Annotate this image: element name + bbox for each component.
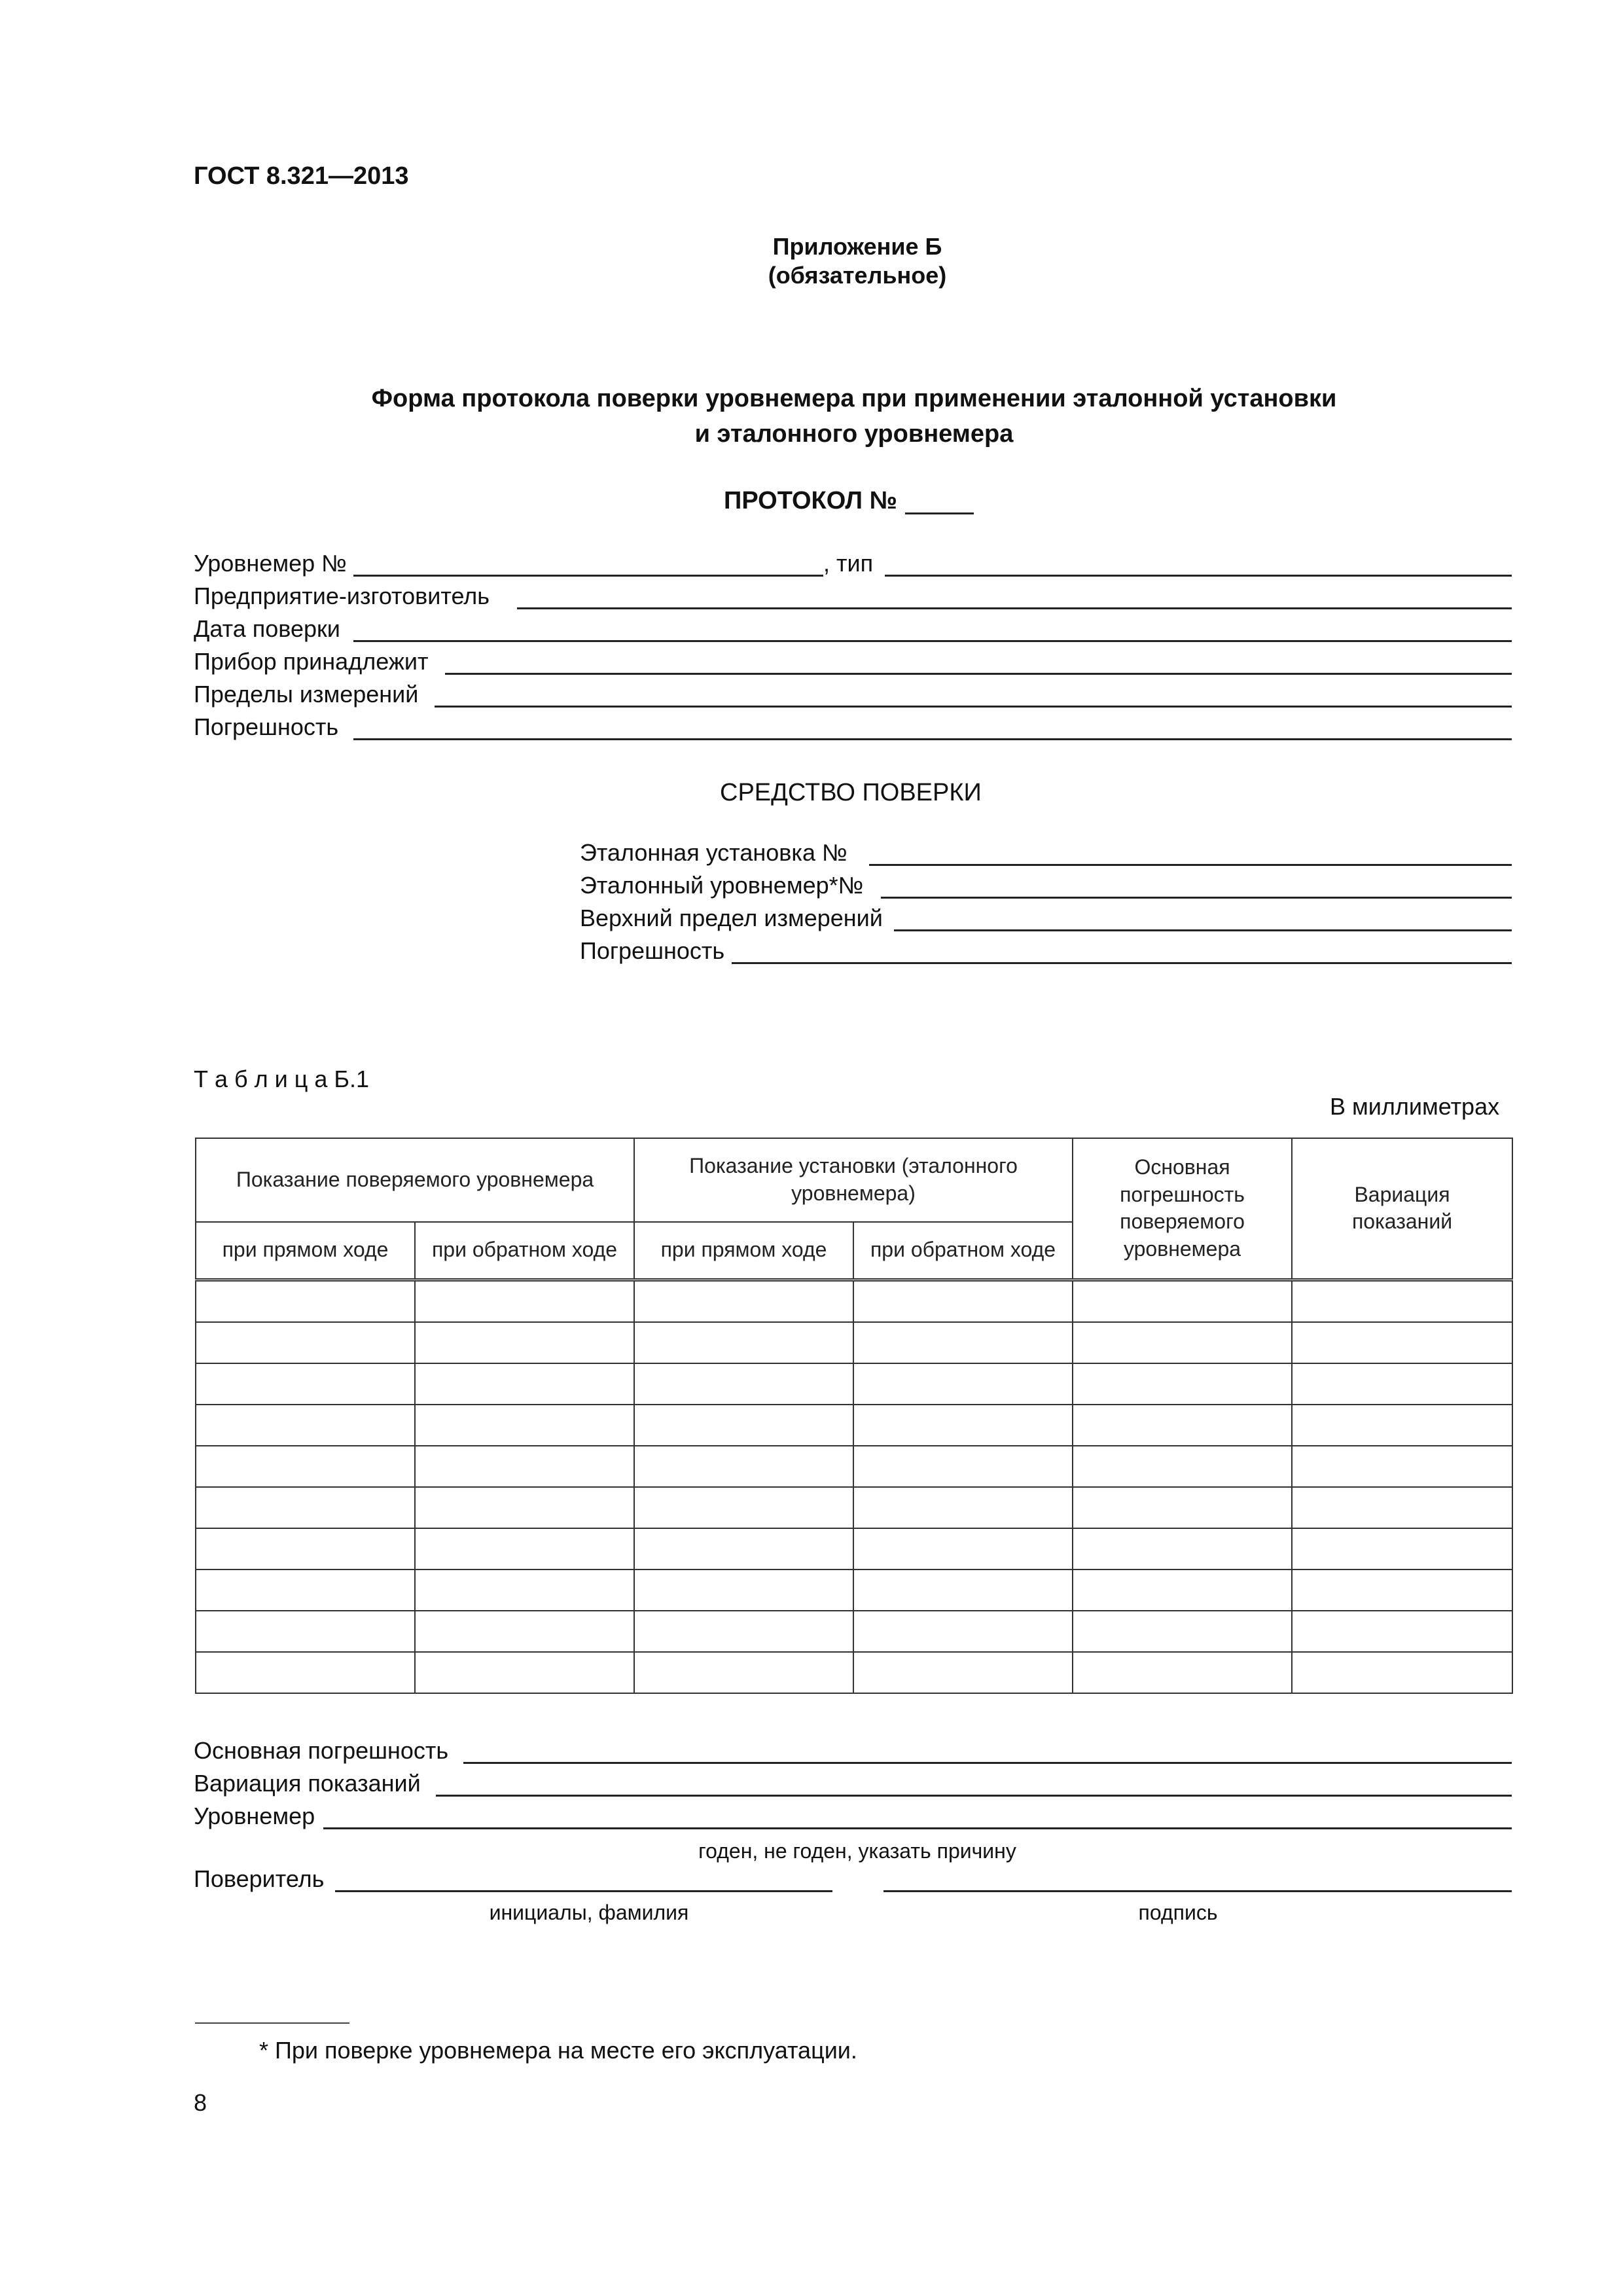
table-cell[interactable] xyxy=(634,1570,853,1611)
gauge-number-label: Уровнемер № xyxy=(194,550,347,577)
manufacturer-label: Предприятие-изготовитель xyxy=(194,583,490,609)
table-cell[interactable] xyxy=(196,1570,415,1611)
table-cell[interactable] xyxy=(1292,1652,1512,1693)
basic-error-label: Основная погрешность xyxy=(194,1737,449,1764)
table-cell[interactable] xyxy=(196,1280,415,1322)
table-cell[interactable] xyxy=(1073,1570,1292,1611)
table-cell[interactable] xyxy=(1073,1487,1292,1528)
header-basic-error: Основная погрешность поверяемого уровнемера xyxy=(1073,1138,1292,1280)
table-cell[interactable] xyxy=(196,1652,415,1693)
table-cell[interactable] xyxy=(634,1363,853,1405)
table-cell[interactable] xyxy=(853,1487,1073,1528)
table-caption: Т а б л и ц а Б.1 xyxy=(194,1066,370,1092)
table-row xyxy=(196,1446,1512,1487)
table-row xyxy=(196,1363,1512,1405)
gauge-verdict-hint: годен, не годен, указать причину xyxy=(698,1839,1016,1863)
table-cell[interactable] xyxy=(1292,1528,1512,1570)
document-code: ГОСТ 8.321—2013 xyxy=(194,162,409,190)
form-title-line2: и эталонного уровнемера xyxy=(694,420,1014,448)
protocol-label: ПРОТОКОЛ № xyxy=(724,487,897,514)
table-cell[interactable] xyxy=(1073,1652,1292,1693)
error-label: Погрешность xyxy=(194,713,339,740)
table-cell[interactable] xyxy=(853,1570,1073,1611)
table-cell[interactable] xyxy=(196,1405,415,1446)
signature-hint: подпись xyxy=(1138,1901,1218,1924)
table-cell[interactable] xyxy=(196,1363,415,1405)
footnote: * При поверке уровнемера на месте его эксплуатации. xyxy=(259,2037,857,2064)
variation-label: Вариация показаний xyxy=(194,1770,421,1797)
table-cell[interactable] xyxy=(1292,1280,1512,1322)
subheader-forward: при прямом ходе xyxy=(634,1222,853,1280)
protocol-heading xyxy=(724,487,897,515)
header-setup-reading: Показание установки (эталонного уровнемера) xyxy=(634,1138,1073,1222)
header-gauge-reading: Показание поверяемого уровнемера xyxy=(196,1138,634,1222)
table-cell[interactable] xyxy=(1073,1322,1292,1363)
table-cell[interactable] xyxy=(196,1322,415,1363)
appendix-subtitle: (обязательное) xyxy=(768,262,947,289)
table-cell[interactable] xyxy=(634,1405,853,1446)
subheader-reverse: при обратном ходе xyxy=(415,1222,634,1280)
subheader-reverse: при обратном ходе xyxy=(853,1222,1073,1280)
table-cell[interactable] xyxy=(634,1487,853,1528)
means-error-label: Погрешность xyxy=(580,937,725,964)
owner-line[interactable] xyxy=(445,673,1512,675)
date-line[interactable] xyxy=(353,640,1512,642)
means-error-line[interactable] xyxy=(732,962,1512,964)
table-cell[interactable] xyxy=(634,1322,853,1363)
owner-label: Прибор принадлежит xyxy=(194,648,429,675)
form-title-line1: Форма протокола поверки уровнемера при применении эталонной установки xyxy=(371,385,1337,412)
table-cell[interactable] xyxy=(1073,1363,1292,1405)
table-cell[interactable] xyxy=(196,1487,415,1528)
subheader-forward: при прямом ходе xyxy=(196,1222,415,1280)
table-cell[interactable] xyxy=(634,1528,853,1570)
table-cell[interactable] xyxy=(634,1611,853,1652)
type-line[interactable] xyxy=(885,575,1512,577)
date-label: Дата поверки xyxy=(194,615,340,642)
table-cell[interactable] xyxy=(415,1280,634,1322)
table-cell[interactable] xyxy=(853,1528,1073,1570)
appendix-title: Приложение Б xyxy=(772,233,942,260)
table-cell[interactable] xyxy=(853,1405,1073,1446)
verifier-signature-line[interactable] xyxy=(883,1890,1512,1892)
error-line[interactable] xyxy=(353,738,1512,740)
standard-setup-label: Эталонная установка № xyxy=(580,839,847,866)
table-cell[interactable] xyxy=(415,1652,634,1693)
table-cell[interactable] xyxy=(1073,1611,1292,1652)
header-variation: Вариация показаний xyxy=(1292,1138,1512,1280)
table-cell[interactable] xyxy=(853,1652,1073,1693)
table-cell[interactable] xyxy=(196,1528,415,1570)
table-cell[interactable] xyxy=(1073,1280,1292,1322)
table-cell[interactable] xyxy=(1292,1611,1512,1652)
verification-table xyxy=(195,1138,1513,1694)
means-heading: СРЕДСТВО ПОВЕРКИ xyxy=(720,779,982,806)
upper-limit-label: Верхний предел измерений xyxy=(580,905,883,931)
basic-error-line[interactable] xyxy=(463,1762,1512,1764)
table-cell[interactable] xyxy=(415,1570,634,1611)
table-cell[interactable] xyxy=(1073,1446,1292,1487)
table-cell[interactable] xyxy=(1292,1570,1512,1611)
gauge-verdict-line[interactable] xyxy=(323,1827,1512,1829)
table-cell[interactable] xyxy=(196,1611,415,1652)
standard-gauge-label: Эталонный уровнемер*№ xyxy=(580,872,864,899)
table-cell[interactable] xyxy=(634,1280,853,1322)
table-cell[interactable] xyxy=(415,1611,634,1652)
table-row xyxy=(196,1322,1512,1363)
table-cell[interactable] xyxy=(853,1611,1073,1652)
table-cell[interactable] xyxy=(1292,1322,1512,1363)
range-label: Пределы измерений xyxy=(194,681,419,708)
table-cell[interactable] xyxy=(1073,1405,1292,1446)
table-cell[interactable] xyxy=(853,1322,1073,1363)
table-row xyxy=(196,1280,1512,1322)
gauge-verdict-label: Уровнемер xyxy=(194,1803,315,1829)
protocol-number-line[interactable] xyxy=(905,512,974,514)
table-cell[interactable] xyxy=(415,1405,634,1446)
table-cell[interactable] xyxy=(196,1446,415,1487)
upper-limit-line[interactable] xyxy=(894,929,1512,931)
table-cell[interactable] xyxy=(634,1446,853,1487)
standard-gauge-line[interactable] xyxy=(881,897,1512,899)
table-row xyxy=(196,1528,1512,1570)
table-cell[interactable] xyxy=(415,1528,634,1570)
manufacturer-line[interactable] xyxy=(517,607,1512,609)
table-cell[interactable] xyxy=(415,1487,634,1528)
table-row xyxy=(196,1487,1512,1528)
table-cell[interactable] xyxy=(634,1652,853,1693)
verifier-name-line[interactable] xyxy=(335,1890,832,1892)
table-units: В миллиметрах xyxy=(1330,1093,1500,1120)
table-cell[interactable] xyxy=(853,1280,1073,1322)
initials-hint: инициалы, фамилия xyxy=(489,1901,689,1924)
table-row xyxy=(196,1611,1512,1652)
verifier-label: Поверитель xyxy=(194,1865,325,1892)
table-cell[interactable] xyxy=(1073,1528,1292,1570)
table-cell[interactable] xyxy=(415,1446,634,1487)
table-cell[interactable] xyxy=(853,1446,1073,1487)
table-row xyxy=(196,1652,1512,1693)
table-cell[interactable] xyxy=(1292,1405,1512,1446)
type-label: , тип xyxy=(823,550,874,577)
table-row xyxy=(196,1405,1512,1446)
range-line[interactable] xyxy=(435,706,1512,708)
table-cell[interactable] xyxy=(1292,1446,1512,1487)
table-row xyxy=(196,1570,1512,1611)
footnote-divider xyxy=(195,2022,349,2024)
table-cell[interactable] xyxy=(415,1322,634,1363)
table-cell[interactable] xyxy=(1292,1487,1512,1528)
standard-setup-line[interactable] xyxy=(869,864,1512,866)
table-cell[interactable] xyxy=(1292,1363,1512,1405)
table-cell[interactable] xyxy=(853,1363,1073,1405)
table-cell[interactable] xyxy=(415,1363,634,1405)
gauge-number-line[interactable] xyxy=(353,575,823,577)
variation-line[interactable] xyxy=(436,1795,1512,1797)
page-number: 8 xyxy=(194,2089,207,2116)
